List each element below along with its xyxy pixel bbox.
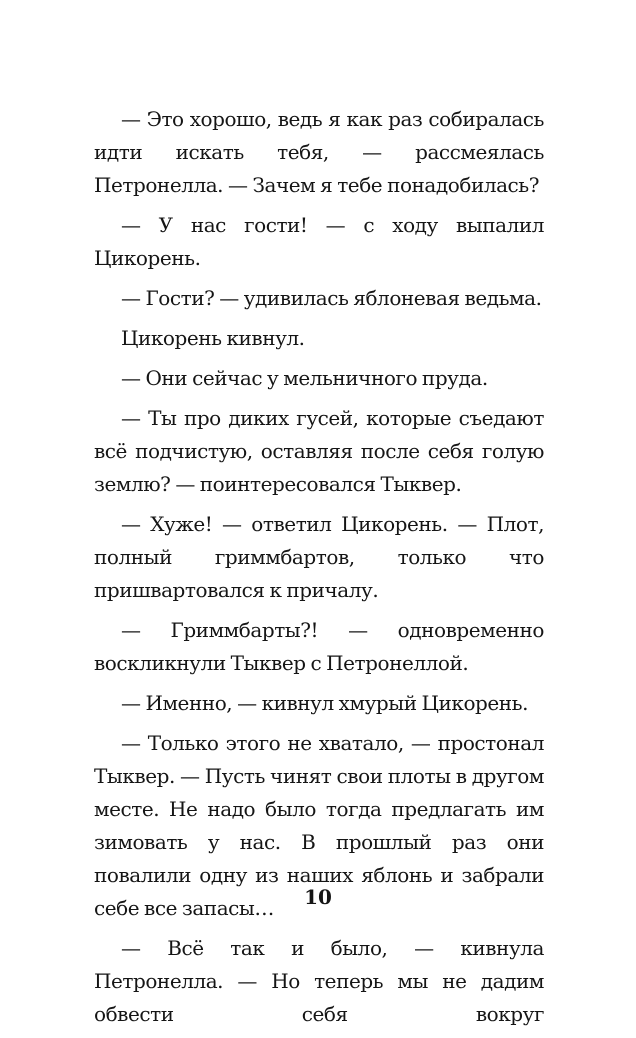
paragraph: — Гриммбарты?! — одновременно воскликнули Тыквер с Петронеллой. (94, 618, 544, 675)
paragraph: — Гости? — удивилась яблоневая ведьма. (121, 286, 542, 310)
paragraph: — Хуже! — ответил Цикорень. — Плот, полный гриммбартов, только что пришвартовался к причалу. (94, 512, 544, 602)
paragraph: — Именно, — кивнул хмурый Цикорень. (121, 691, 529, 715)
paragraph: — Они сейчас у мельничного пруда. (121, 366, 488, 390)
paragraph: — Всё так и было, — кивнула Петронелла. — Но теперь мы не дадим обвести себя вокруг (94, 936, 544, 1026)
paragraph: — У нас гости! — с ходу выпалил Цикорень. (94, 213, 544, 270)
page-number: 10 (304, 885, 332, 909)
paragraph: Цикорень кивнул. (121, 326, 305, 350)
paragraph: — Ты про диких гусей, которые съедают всё подчистую, оставляя после себя голую землю? — поинтересовался Тыквер. (94, 406, 544, 496)
paragraph: — Только этого не хватало, — простонал Тыквер. — Пусть чинят свои плоты в другом месте. Не надо было тогда предлагать им зимовать у нас. В прошлый раз они повалили одну из наших яблонь и забрали себе все запасы… (94, 731, 544, 920)
paragraph: — Это хорошо, ведь я как раз собиралась идти искать тебя, — рассмеялась Петронелла. — Зачем я тебе понадобилась? (94, 107, 544, 197)
